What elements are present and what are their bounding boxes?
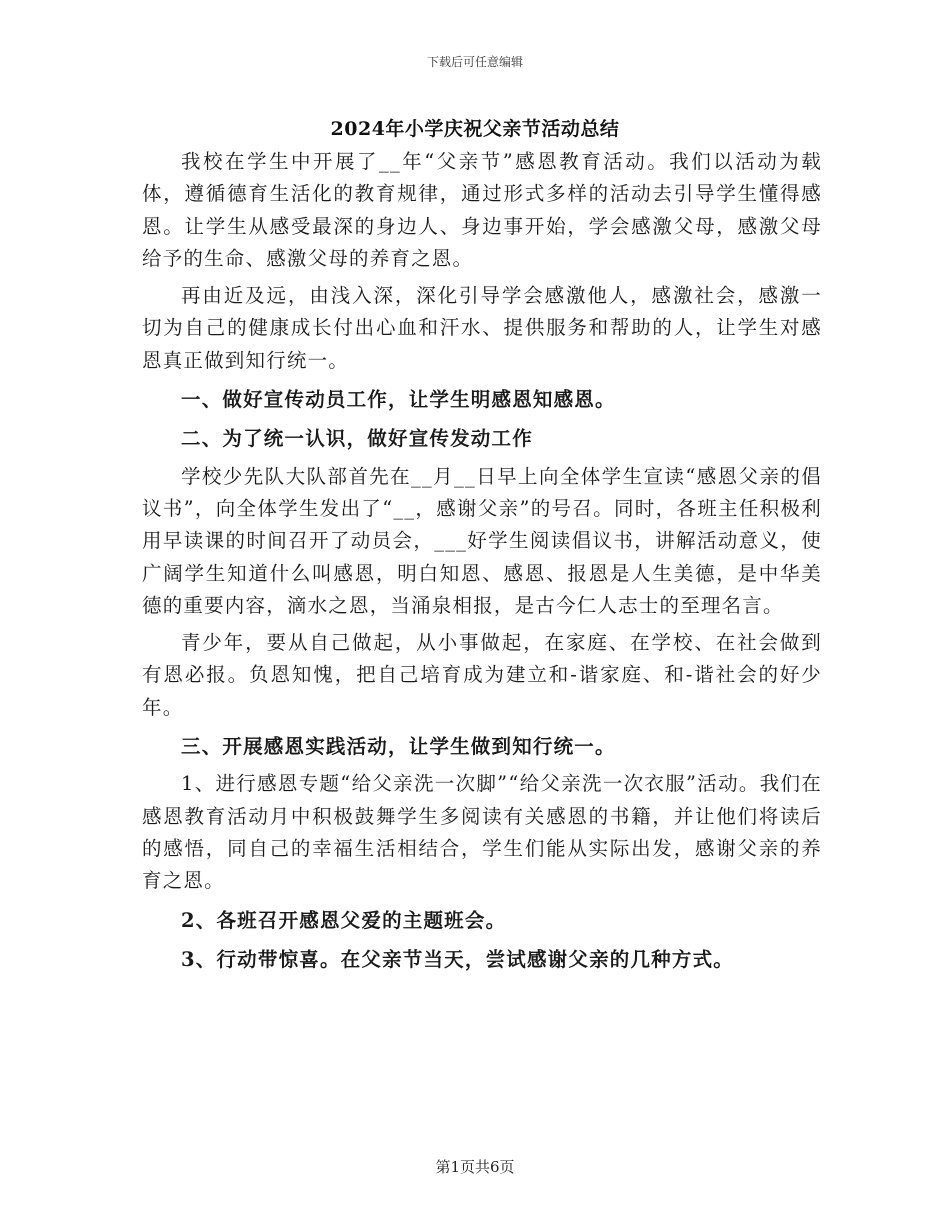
document-body <box>142 146 822 976</box>
header-note: 下载后可任意编辑 <box>426 55 523 69</box>
paragraph-activity-2: 2、各班召开感恩父爱的主题班会。 <box>181 908 507 932</box>
section-heading-3: 三、开展感恩实践活动，让学生做到知行统一。 <box>181 735 616 759</box>
page-number: 第1页共6页 <box>435 1158 515 1176</box>
paragraph-activity-1: 1、进行感恩专题“给父亲洗一次脚”“给父亲洗一次衣服”活动。我们在感恩教育活动月中积极鼓舞学生多阅读有关感恩的书籍，并让他们将读后的感悟，同自己的幸福生活相结合，学生们能从实际出发，感谢父亲的养育之恩。 <box>142 772 822 893</box>
paragraph-extend: 再由近及远，由浅入深，深化引导学会感激他人，感激社会，感激一切为自己的健康成长付出心血和汗水、提供服务和帮助的人，让学生对感恩真正做到知行统一。 <box>142 284 822 372</box>
paragraph-activity-3: 3、行动带惊喜。在父亲节当天，尝试感谢父亲的几种方式。 <box>181 947 734 971</box>
section-heading-1: 一、做好宣传动员工作，让学生明感恩知感恩。 <box>181 388 616 412</box>
paragraph-youth: 青少年，要从自己做起，从小事做起，在家庭、在学校、在社会做到有恩必报。负恩知愧，把自己培育成为建立和-谐家庭、和-谐社会的好少年。 <box>142 631 822 719</box>
paragraph-intro: 我校在学生中开展了__年“父亲节”感恩教育活动。我们以活动为载体，遵循德育生活化的教育规律，通过形式多样的活动去引导学生懂得感恩。让学生从感受最深的身边人、身边事开始，学会感激父母，感激父母给予的生命、感激父母的养育之恩。 <box>142 150 822 270</box>
paragraph-propaganda: 学校少先队大队部首先在__月__日早上向全体学生宣读“感恩父亲的倡议书”，向全体学生发出了“__，感谢父亲”的号召。同时，各班主任积极利用早读课的时间召开了动员会，___好学生阅读倡议书，讲解活动意义，使广阔学生知道什么叫感恩，明白知恩、感恩、报恩是人生美德，是中华美德的重要内容，滴水之恩，当涌泉相报，是古今仁人志士的至理名言。 <box>142 464 822 617</box>
section-heading-2: 二、为了统一认识，做好宣传发动工作 <box>181 427 533 451</box>
document-title: 2024年小学庆祝父亲节活动总结 <box>330 118 620 140</box>
